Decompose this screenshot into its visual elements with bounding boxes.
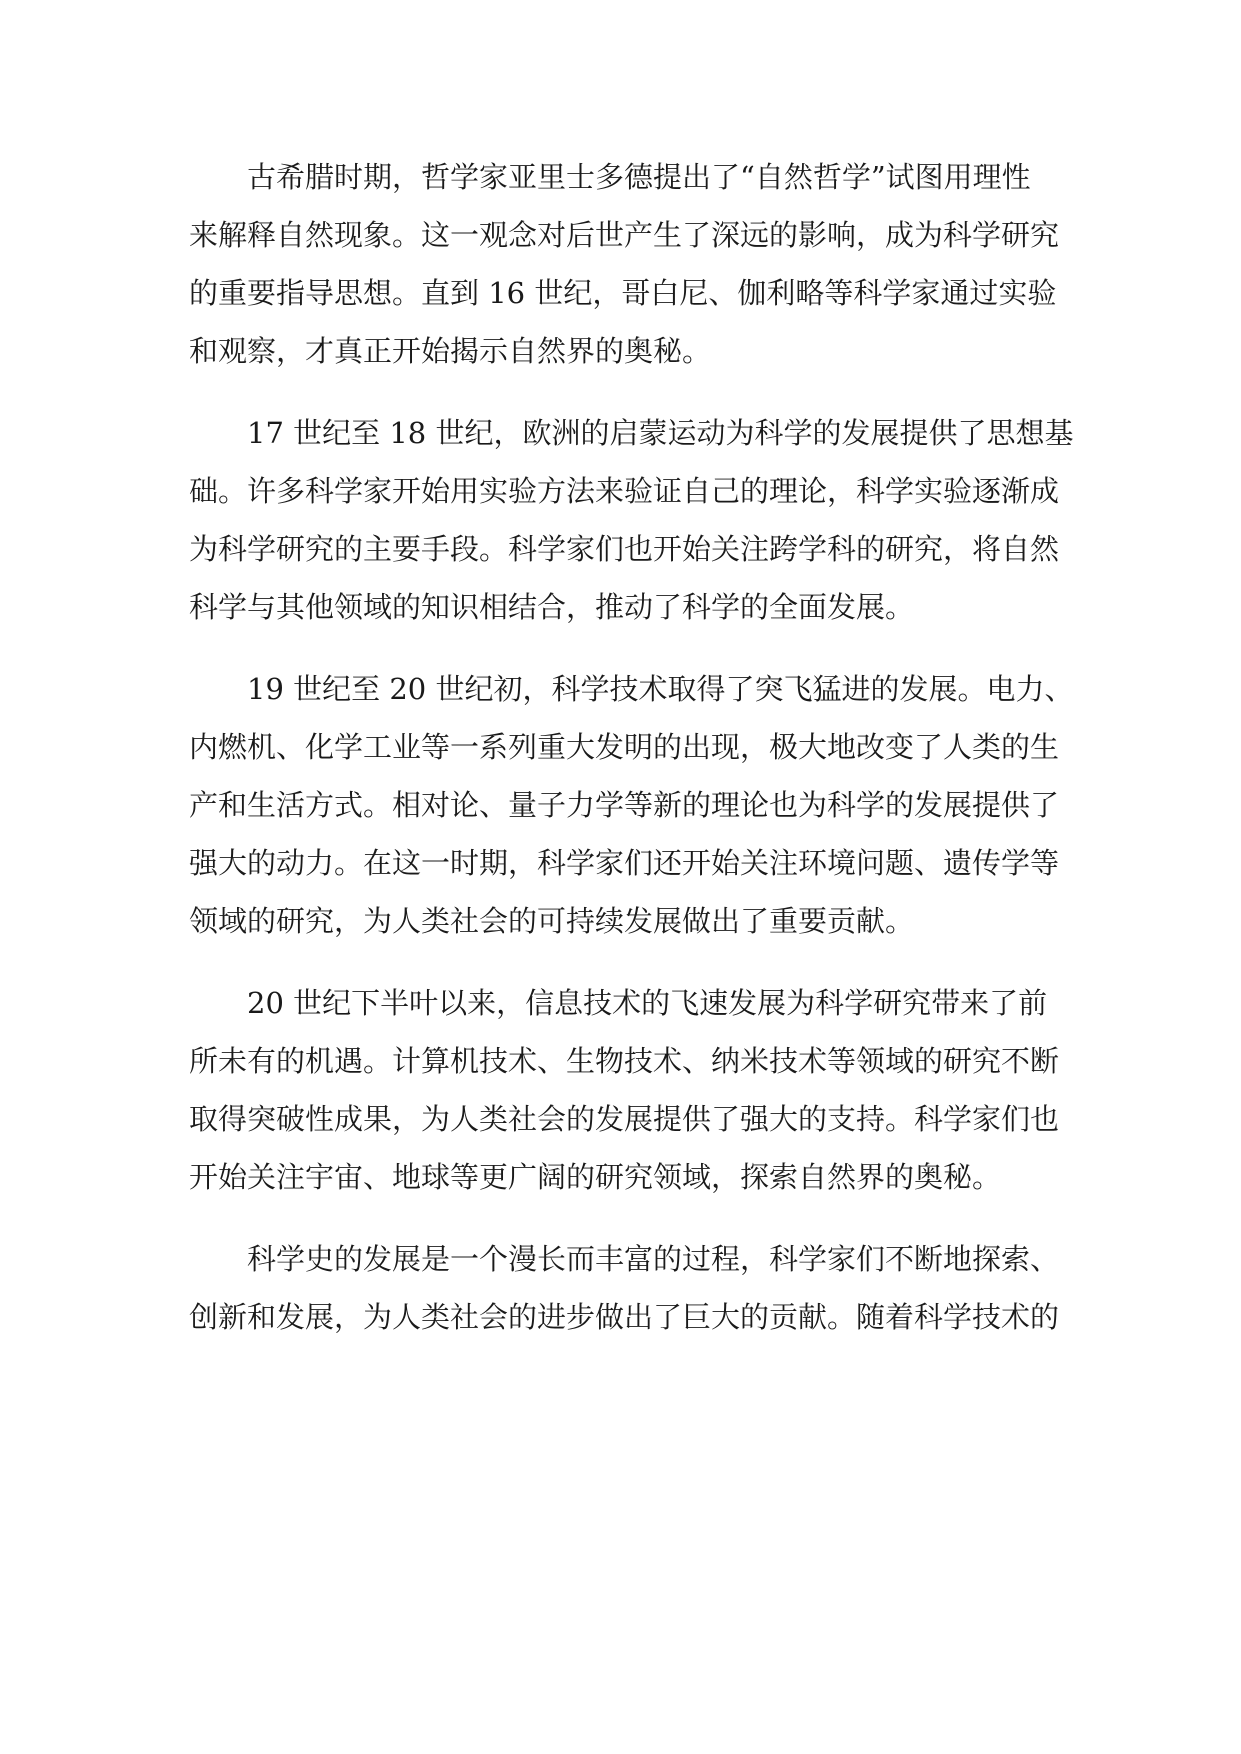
paragraph-line: 强大的动力。在这一时期，科学家们还开始关注环境问题、遗传学等 [189, 846, 1060, 880]
paragraph-5 [189, 1230, 1069, 1346]
paragraph-line: 19 世纪至 20 世纪初，科学技术取得了突飞猛进的发展。电力、 [247, 672, 1074, 706]
paragraph-line: 础。许多科学家开始用实验方法来验证自己的理论，科学实验逐渐成 [189, 474, 1060, 508]
paragraph-line: 科学史的发展是一个漫长而丰富的过程，科学家们不断地探索、 [247, 1242, 1060, 1276]
paragraph-line: 产和生活方式。相对论、量子力学等新的理论也为科学的发展提供了 [189, 788, 1060, 822]
paragraph-line: 领域的研究，为人类社会的可持续发展做出了重要贡献。 [189, 904, 915, 938]
paragraph-line: 20 世纪下半叶以来，信息技术的飞速发展为科学研究带来了前 [247, 986, 1048, 1020]
paragraph-line: 所未有的机遇。计算机技术、生物技术、纳米技术等领域的研究不断 [189, 1044, 1060, 1078]
paragraph-1 [189, 148, 1069, 380]
paragraph-line: 取得突破性成果，为人类社会的发展提供了强大的支持。科学家们也 [189, 1102, 1060, 1136]
paragraph-line: 内燃机、化学工业等一系列重大发明的出现，极大地改变了人类的生 [189, 730, 1060, 764]
paragraph-line: 为科学研究的主要手段。科学家们也开始关注跨学科的研究，将自然 [189, 532, 1060, 566]
paragraph-2 [189, 404, 1074, 636]
paragraph-line: 17 世纪至 18 世纪，欧洲的启蒙运动为科学的发展提供了思想基 [247, 416, 1074, 450]
paragraph-line: 开始关注宇宙、地球等更广阔的研究领域，探索自然界的奥秘。 [189, 1160, 1002, 1194]
paragraph-line: 科学与其他领域的知识相结合，推动了科学的全面发展。 [189, 590, 915, 624]
paragraph-line: 来解释自然现象。这一观念对后世产生了深远的影响，成为科学研究 [189, 218, 1060, 252]
body-text [189, 148, 1074, 1346]
paragraph-line: 古希腊时期，哲学家亚里士多德提出了“自然哲学”试图用理性 [247, 160, 1031, 194]
paragraph-line: 的重要指导思想。直到 16 世纪，哥白尼、伽利略等科学家通过实验 [189, 276, 1057, 310]
paragraph-3 [189, 660, 1074, 950]
paragraph-line: 创新和发展，为人类社会的进步做出了巨大的贡献。随着科学技术的 [189, 1300, 1060, 1334]
paragraph-line: 和观察，才真正开始揭示自然界的奥秘。 [189, 334, 712, 368]
paragraph-4 [189, 974, 1069, 1206]
